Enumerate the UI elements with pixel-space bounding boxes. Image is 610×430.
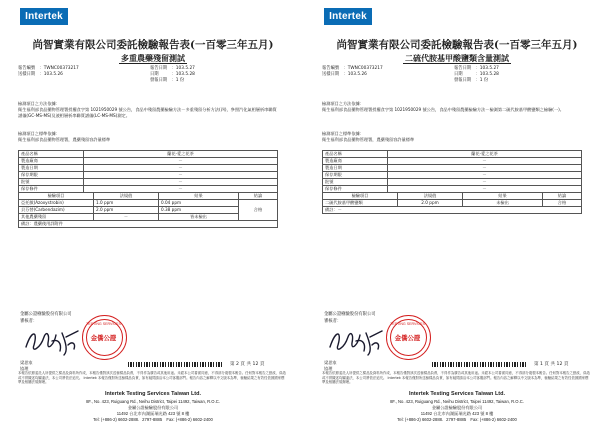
footer-address-zh: 11492 台北市內湖區瑞光路 423 號 8 樓 (420, 411, 494, 416)
table-cell: － (84, 179, 278, 186)
table-cell: 0.04 ppm (159, 200, 239, 207)
table-row (19, 200, 278, 207)
table-row (19, 165, 278, 172)
company-seal (82, 315, 127, 360)
copies: 發報日期 ：1 份 (454, 78, 489, 83)
footer-address-en: 8F., No. 423, Ruiguang Rd., Neihu District, Taipei 11492, Taiwan, R.O.C. (86, 399, 220, 404)
basis-text: 衛生福利部食品藥物管理署，農藥殘留容許量標準 (18, 137, 111, 142)
report-meta-left (322, 66, 383, 78)
table-row (323, 207, 582, 214)
method-text: 衛生福利部食品藥物管理署授權食字第 1021950029 號公告，食品中殘留農藥檢驗方法－檢測第二硫代胺基甲酸鹽類之檢驗(一)。 (322, 107, 564, 112)
remark-cell: 備註：－ (323, 207, 582, 214)
table-cell: 保存條件 (323, 186, 388, 193)
table-cell: － (84, 172, 278, 179)
table-cell: 皆未檢出 (159, 214, 239, 221)
method-title: 檢測項目之方法依據： (322, 101, 364, 106)
method-section (322, 101, 582, 113)
table-header-cell: 法規值 (398, 193, 463, 200)
table-header-row (323, 193, 582, 200)
table-cell: － (84, 165, 278, 172)
table-cell: 蘭花-愛之花茶 (388, 151, 582, 158)
report-number: 報告編號 ：TWNC00373217 (18, 66, 79, 71)
table-row (323, 172, 582, 179)
sign-role: 審核者： (20, 319, 38, 324)
test-date: 日期 ：103.5.28 (454, 72, 499, 77)
sign-company: 金屬公證檢驗股份有限公司 (20, 312, 72, 317)
table-cell: 產品名稱 (19, 151, 84, 158)
table-header-cell: 結果 (159, 193, 239, 200)
footer-address-zh: 11492 台北市內湖區瑞光路 423 號 8 樓 (116, 411, 190, 416)
table-cell: 製造日期 (323, 165, 388, 172)
table-header-cell: 結論 (239, 193, 278, 200)
table-cell: 未檢出 (463, 200, 543, 207)
table-cell: 2.0 ppm (398, 200, 463, 207)
fine-print: 本報告依據委託人所提供之樣品及資料所作成，本報告僅對該次送檢樣品負責，不得作為廣告或其他用途。未經本公司書面同意，不得部分複製本報告。任何對本報告之竄改、偽造或不實陳述均屬違法，本公司將依法追究。 Intertek 本報告僅對所送檢樣品負責，如有疑問請洽本公司客服部門。報告內容之解釋以中文版本為準，檢驗結果之有效性依據國家標準及相關法規辦理。 (18, 371, 286, 385)
table-cell: － (388, 186, 582, 193)
table-cell: 製造日期 (19, 165, 84, 172)
table-header-row (19, 193, 278, 200)
sample-info-table (18, 150, 278, 193)
footer-company-zh: 金屬公證檢驗股份有限公司 (431, 405, 483, 410)
barcode (128, 362, 224, 367)
method-section (18, 101, 278, 119)
table-cell: 貝芬替(Carbendazim) (19, 207, 94, 214)
results-table (18, 192, 278, 228)
table-cell: 保存條件 (19, 186, 84, 193)
table-cell: 2.0 ppm (94, 207, 159, 214)
basis-section (18, 131, 278, 143)
table-header-cell: 結果 (463, 193, 543, 200)
report-number: 報告編號 ：TWNC00373217 (322, 66, 383, 71)
table-cell: 批號 (323, 179, 388, 186)
sign-company: 金屬公證檢驗股份有限公司 (324, 312, 376, 317)
copies: 發報日期 ：1 份 (150, 78, 185, 83)
sign-role: 審核者： (324, 319, 342, 324)
method-text: 衛生福利部食品藥物管理署授權食字第 1021950029 號公告，食品中殘留農藥檢驗方法－多重殘留分析方法(四)，參照汽化氣相層析串聯質譜儀(GC-MS-MS)及液相層析串聯質譜儀(LC-MS-MS)測定。 (18, 107, 277, 118)
table-cell: 製造廠商 (19, 158, 84, 165)
table-row (19, 151, 278, 158)
footer-phone: Tel: (+886-2) 6602-2888．2797-8885 Fax: (+886-2) 6602-2400 (93, 417, 213, 422)
fine-print: 本報告依據委託人所提供之樣品及資料所作成，本報告僅對該次送檢樣品負責，不得作為廣告或其他用途。未經本公司書面同意，不得部分複製本報告。任何對本報告之竄改、偽造或不實陳述均屬違法，本公司將依法追究。 Intertek 本報告僅對所送檢樣品負責，如有疑問請洽本公司客服部門。報告內容之解釋以中文版本為準，檢驗結果之有效性依據國家標準及相關法規辦理。 (322, 371, 590, 385)
page-number: 第 2 頁 共 12 頁 (230, 362, 265, 367)
seal-arc-text: TESTING SERVICES (390, 322, 425, 326)
report-title: 尚智實業有限公司委託檢驗報告表(一百零三年五月) (32, 39, 274, 51)
table-cell: 亞托敏(Azoxystrobin) (19, 200, 94, 207)
table-cell: 其他農藥殘留 (19, 214, 94, 221)
signer-title: 協理 (20, 366, 29, 371)
handwritten-signature (326, 323, 386, 359)
footer-company: Intertek Testing Services Taiwan Ltd. (104, 391, 202, 397)
table-cell: － (388, 165, 582, 172)
table-cell: 1.0 ppm (94, 200, 159, 207)
page-number: 第 1 頁 共 12 頁 (534, 362, 569, 367)
intertek-logo: Intertek (324, 8, 372, 25)
basis-section (322, 131, 582, 143)
seal-center-text: 金僑公證 (90, 334, 117, 342)
intertek-logo: Intertek (20, 8, 68, 25)
company-seal (386, 315, 431, 360)
basis-text: 衛生福利部食品藥物管理署，農藥殘留容許量標準 (322, 137, 415, 142)
report-subtitle: 多重農藥殘留測試 (121, 53, 185, 63)
table-cell: 0.38 ppm (159, 207, 239, 214)
table-cell: － (84, 158, 278, 165)
table-cell: － (388, 158, 582, 165)
report-title: 尚智實業有限公司委託檢驗報告表(一百零三年五月) (336, 39, 578, 51)
table-cell: － (84, 186, 278, 193)
report-subtitle: 二硫代胺基甲酸鹽類含量測試 (405, 53, 509, 63)
report-page-1 (8, 0, 298, 430)
table-header-cell: 法規值 (94, 193, 159, 200)
report-meta-right (454, 66, 499, 84)
table-cell: 保存期限 (19, 172, 84, 179)
footer-company-zh: 金屬公證檢驗股份有限公司 (127, 405, 179, 410)
table-cell: 產品名稱 (323, 151, 388, 158)
report-date: 報告日期 ：103.5.27 (454, 66, 499, 71)
table-row (323, 165, 582, 172)
signer-title: 協理 (324, 366, 333, 371)
report-page-2 (312, 0, 602, 430)
footer-address-en: 8F., No. 423, Ruiguang Rd., Neihu District, Taipei 11492, Taiwan, R.O.C. (390, 399, 524, 404)
barcode (432, 362, 528, 367)
results-table (322, 192, 582, 214)
report-date: 報告日期 ：103.5.27 (150, 66, 195, 71)
table-cell: － (94, 214, 159, 221)
sample-date: 送樣日期 ：103.5.26 (18, 72, 63, 77)
seal-center-text: 金僑公證 (394, 334, 421, 342)
report-meta-left (18, 66, 79, 78)
remark-cell: 備註：農藥使用詳附件 (19, 221, 278, 228)
method-title: 檢測項目之方法依據： (18, 101, 60, 106)
table-cell: 製造廠商 (323, 158, 388, 165)
table-cell: 蘭花-愛之花茶 (84, 151, 278, 158)
report-meta-right (150, 66, 195, 84)
handwritten-signature (22, 323, 82, 359)
table-row (323, 151, 582, 158)
table-row (19, 172, 278, 179)
table-cell: 批號 (19, 179, 84, 186)
table-row (19, 179, 278, 186)
sample-info-table (322, 150, 582, 193)
table-header-cell: 檢驗項目 (19, 193, 94, 200)
signer-name: 梁思家 (324, 360, 337, 365)
table-cell: － (388, 179, 582, 186)
table-row (323, 179, 582, 186)
table-header-cell: 結論 (543, 193, 582, 200)
table-cell: 二硫代胺基甲酸鹽類 (323, 200, 398, 207)
footer-company: Intertek Testing Services Taiwan Ltd. (408, 391, 506, 397)
basis-title: 檢測項目之標準依據： (18, 131, 60, 136)
table-cell: － (388, 172, 582, 179)
seal-arc-text: TESTING SERVICES (86, 322, 121, 326)
table-cell: 保存期限 (323, 172, 388, 179)
test-date: 日期 ：103.5.28 (150, 72, 195, 77)
conclusion-cell: 合格 (239, 200, 278, 221)
signer-name: 梁思家 (20, 360, 33, 365)
table-row (19, 221, 278, 228)
table-row (323, 158, 582, 165)
sample-date: 送樣日期 ：103.5.26 (322, 72, 367, 77)
conclusion-cell: 合格 (543, 200, 582, 207)
table-header-cell: 檢驗項目 (323, 193, 398, 200)
table-row (19, 158, 278, 165)
basis-title: 檢測項目之標準依據： (322, 131, 364, 136)
footer-phone: Tel: (+886-2) 6602-2888．2797-8885 Fax: (+886-2) 6602-2400 (397, 417, 517, 422)
table-row (323, 200, 582, 207)
